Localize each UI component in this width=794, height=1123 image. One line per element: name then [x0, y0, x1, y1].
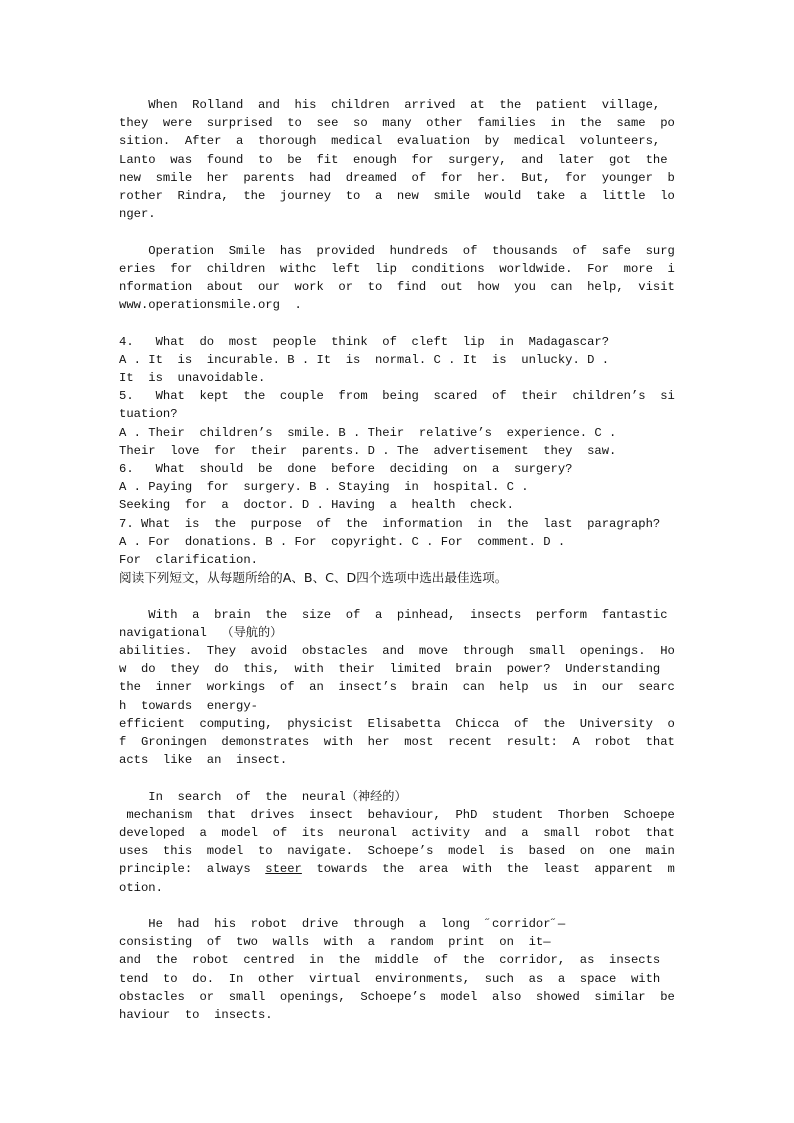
underlined-word: steer: [265, 862, 302, 877]
passage1-paragraph-2: Operation Smile has provided hundreds of thousands of safe surgeries for children withc left lip conditions worldwide. For more information about our work or to find out how you can help, visitwww.operationsmile.org .: [119, 243, 675, 313]
question-options: Their love for their parents. D . The advertisement they saw.: [119, 443, 617, 458]
paragraph-line: abilities. They avoid obstacles and move through small openings. How do they do this, with their limited brain power? Understanding the inner workings of an insect’s brain can help us in our search towards energy-: [119, 644, 675, 713]
paragraph-line: He had his robot drive through a long ˝corridor˝—: [119, 917, 566, 932]
question-options: For clarification.: [119, 553, 258, 568]
question-options: Seeking for a doctor. D . Having a health check.: [119, 498, 514, 513]
question-7: [119, 515, 675, 570]
question-stem: 4. What do most people think of cleft lip in Madagascar?: [119, 334, 610, 349]
passage1-paragraph-1: When Rolland and his children arrived at the patient village, they were surprised to see so many other families in the same position. After a thorough medical evaluation by medical volunteers, Lanto was found to be fit enough for surgery, and later got the new smile her parents had dreamed of for her. But, for younger brother Rindra, the journey to a new smile would take a little longer.: [119, 98, 683, 222]
paragraph-text: towards the area with the least apparent motion.: [119, 862, 675, 895]
paragraph-line: and the robot centred in the middle of the corridor, as insects tend to do. In other virtual environments, such as a space with obstacles or small openings, Schoepe’s model also showed similar behaviour to insects.: [119, 953, 675, 1023]
question-options: A . It is incurable. B . It is normal. C . It is unlucky. D .: [119, 352, 610, 367]
question-6: [119, 460, 675, 515]
question-stem: 5. What kept the couple from being scared of their children’s situation?: [119, 389, 675, 422]
paragraph-line: [119, 806, 690, 897]
document-page: [119, 96, 690, 1024]
question-options: It is unavoidable.: [119, 371, 266, 386]
question-options: A . Paying for surgery. B . Staying in hospital. C .: [119, 480, 529, 495]
paragraph-spacer: [119, 314, 675, 332]
question-5: [119, 387, 675, 460]
passage2-paragraph-3: [119, 915, 675, 1024]
paragraph-spacer: [119, 587, 675, 605]
paragraph-line: efficient computing, physicist Elisabetta Chicca of the University of Groningen demonstrates with her most recent result: A robot that acts like an insect.: [119, 716, 690, 768]
paragraph-line: With a brain the size of a pinhead, insects perform fantastic navigational （导航的）: [119, 607, 683, 640]
section-instruction: 阅读下列短文，从每题所给的A、B、C、D四个选项中选出最佳选项。: [119, 570, 508, 586]
question-options: A . For donations. B . For copyright. C . For comment. D .: [119, 534, 566, 549]
paragraph-text: mechanism that drives insect behaviour, PhD student Thorben Schoepe developed a model of its neuronal activity and a small robot that uses this model to navigate. Schoepe’s model is based on one main principle: always: [119, 807, 690, 877]
paragraph-spacer: [119, 223, 675, 241]
question-4: [119, 333, 675, 388]
question-stem: 6. What should be done before deciding on a surgery?: [119, 462, 573, 477]
question-stem: 7. What is the purpose of the information in the last paragraph?: [119, 516, 661, 531]
paragraph-spacer: [119, 769, 675, 787]
passage2-paragraph-2: [119, 788, 690, 897]
passage2-paragraph-1: [119, 606, 690, 770]
question-options: A . Their children’s smile. B . Their relative’s experience. C .: [119, 425, 617, 440]
paragraph-line: consisting of two walls with a random print on it—: [119, 935, 551, 950]
paragraph-spacer: [119, 897, 675, 915]
paragraph-line: In search of the neural（神经的）: [119, 789, 407, 804]
